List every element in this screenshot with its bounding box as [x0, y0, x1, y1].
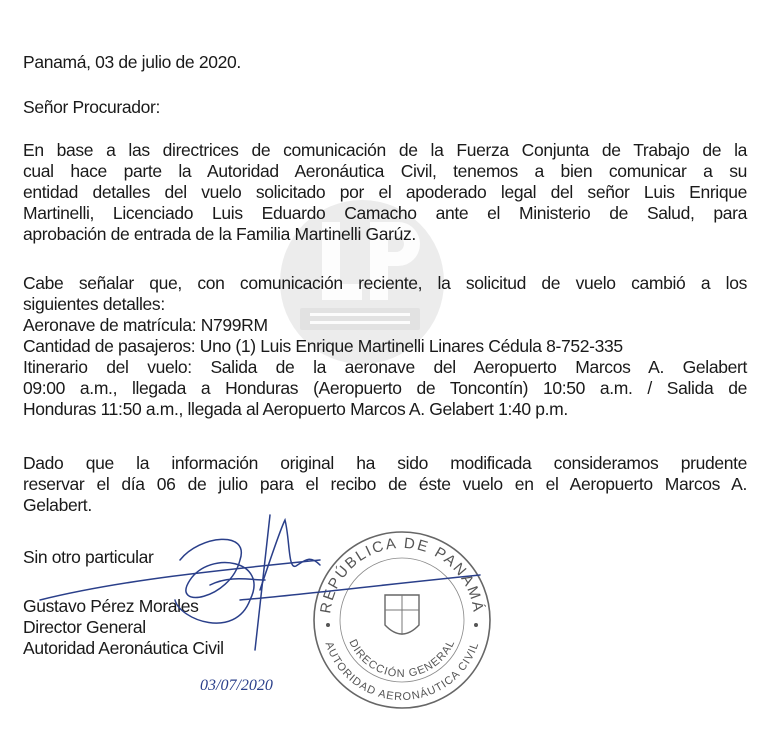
signatory-org: Autoridad Aeronáutica Civil — [23, 638, 224, 658]
text-line: siguientes detalles: — [23, 294, 165, 314]
text-line: reservar el día 06 de julio para el recibo de éste vuelo en el Aeropuerto Marcos A. — [23, 474, 747, 494]
aircraft-detail: Aeronave de matrícula: N799RM — [23, 315, 268, 335]
itinerary-line: 09:00 a.m., llegada a Honduras (Aeropuerto de Toncontín) 10:50 a.m. / Salida de — [23, 378, 747, 398]
salutation: Señor Procurador: — [23, 97, 161, 117]
text-line: En base a las directrices de comunicación de la Fuerza Conjunta de Trabajo de la — [23, 140, 747, 160]
date-line: Panamá, 03 de julio de 2020. — [23, 52, 241, 72]
svg-text:AUTORIDAD AERONÁUTICA CIVIL: AUTORIDAD AERONÁUTICA CIVIL — [322, 640, 482, 704]
text-line: Gelabert. — [23, 495, 92, 515]
text-line: Dado que la información original ha sido modificada consideramos prudente — [23, 453, 747, 473]
text-line: entidad detalles del vuelo solicitado por el apoderado legal del señor Luis Enrique — [23, 182, 747, 202]
text-line: Martinelli, Licenciado Luis Eduardo Camacho ante el Ministerio de Salud, para — [23, 203, 747, 223]
closing: Sin otro particular — [23, 547, 154, 567]
itinerary-line: Honduras 11:50 a.m., llegada al Aeropuerto Marcos A. Gelabert 1:40 p.m. — [23, 399, 568, 419]
itinerary-line: Itinerario del vuelo: Salida de la aeronave del Aeropuerto Marcos A. Gelabert — [23, 357, 747, 377]
svg-text:REPÚBLICA DE PANAMÁ: REPÚBLICA DE PANAMÁ — [317, 534, 487, 615]
svg-text:DIRECCIÓN GENERAL: DIRECCIÓN GENERAL — [346, 637, 458, 681]
text-line: Cabe señalar que, con comunicación reciente, la solicitud de vuelo cambió a los — [23, 273, 747, 293]
handwritten-date: 03/07/2020 — [200, 677, 273, 694]
signatory-name: Gustavo Pérez Morales — [23, 596, 199, 616]
text-line: cual hace parte la Autoridad Aeronáutica Civil, tenemos a bien comunicar a su — [23, 161, 747, 181]
passengers-detail: Cantidad de pasajeros: Uno (1) Luis Enrique Martinelli Linares Cédula 8-752-335 — [23, 336, 623, 356]
signatory-title: Director General — [23, 617, 146, 637]
text-line: aprobación de entrada de la Familia Martinelli Garúz. — [23, 224, 416, 244]
